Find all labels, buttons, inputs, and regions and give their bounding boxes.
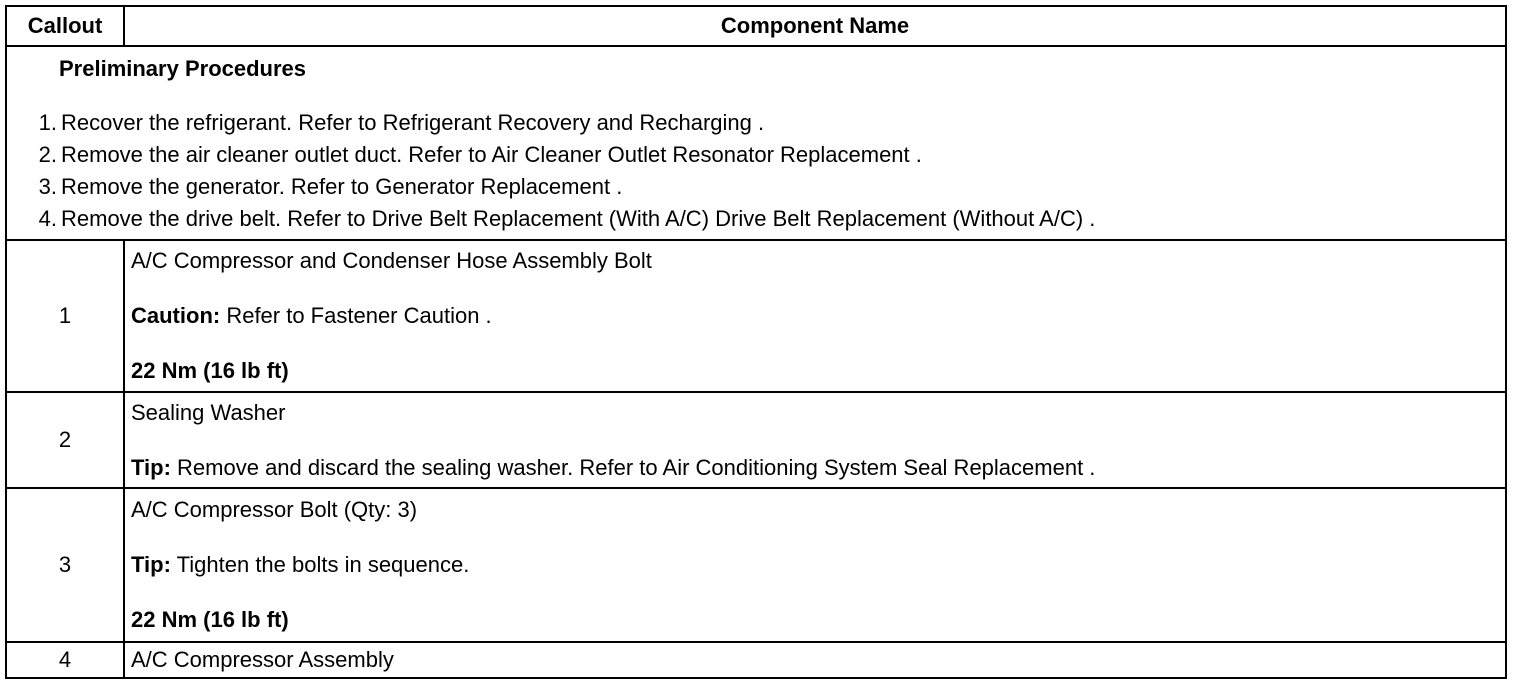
- callout-column-header: Callout: [6, 6, 124, 46]
- component-cell: [124, 642, 1506, 678]
- table-header-row: [6, 6, 1506, 46]
- step-number: 4.: [38, 206, 57, 231]
- step-text: Remove the drive belt. Refer to Drive Belt Replacement (With A/C) Drive Belt Replacement (Without A/C) .: [61, 206, 1096, 231]
- table-row: [6, 392, 1506, 488]
- callout-number: 4: [6, 642, 124, 678]
- note-label: Tip:: [131, 552, 171, 577]
- list-item: [7, 171, 1505, 203]
- step-number: 3.: [38, 174, 57, 199]
- callout-number: 2: [6, 392, 124, 488]
- table-row: [6, 488, 1506, 642]
- preliminary-procedures-title: Preliminary Procedures: [59, 56, 307, 81]
- component-note: [131, 302, 1505, 330]
- table-row: [6, 642, 1506, 678]
- component-name: A/C Compressor Assembly: [131, 647, 394, 672]
- note-label: Caution:: [131, 303, 221, 328]
- preliminary-procedures-row: [6, 46, 1506, 240]
- torque-spec: 22 Nm (16 lb ft): [131, 358, 289, 383]
- step-text: Recover the refrigerant. Refer to Refrigerant Recovery and Recharging .: [61, 110, 765, 135]
- note-label: Tip:: [131, 454, 171, 480]
- component-name: A/C Compressor and Condenser Hose Assembly Bolt: [131, 248, 652, 273]
- note-text: Refer to Fastener Caution .: [220, 303, 492, 328]
- table-row: [6, 240, 1506, 392]
- list-item: [7, 139, 1505, 171]
- preliminary-procedures-cell: [6, 46, 1506, 240]
- component-cell: [124, 240, 1506, 392]
- callout-number: 1: [6, 240, 124, 392]
- preliminary-steps-list: [7, 107, 1505, 235]
- step-number: 2.: [38, 142, 57, 167]
- component-cell: [124, 488, 1506, 642]
- step-number: 1.: [38, 110, 57, 135]
- list-item: [7, 203, 1505, 235]
- component-cell: [124, 392, 1506, 488]
- component-table: [5, 5, 1507, 679]
- note-text: Remove and discard the sealing washer. Refer to Air Conditioning System Seal Replacement .: [170, 454, 1096, 480]
- component-name: Sealing Washer: [131, 399, 286, 425]
- list-item: [7, 107, 1505, 139]
- component-note: [131, 551, 1505, 579]
- torque-spec: 22 Nm (16 lb ft): [131, 607, 289, 632]
- component-name-column-header: Component Name: [124, 6, 1506, 46]
- step-text: Remove the air cleaner outlet duct. Refer to Air Cleaner Outlet Resonator Replacement .: [61, 142, 922, 167]
- component-note: [131, 454, 1505, 482]
- note-text: Tighten the bolts in sequence.: [170, 552, 470, 577]
- step-text: Remove the generator. Refer to Generator Replacement .: [61, 174, 623, 199]
- callout-number: 3: [6, 488, 124, 642]
- component-name: A/C Compressor Bolt (Qty: 3): [131, 497, 418, 522]
